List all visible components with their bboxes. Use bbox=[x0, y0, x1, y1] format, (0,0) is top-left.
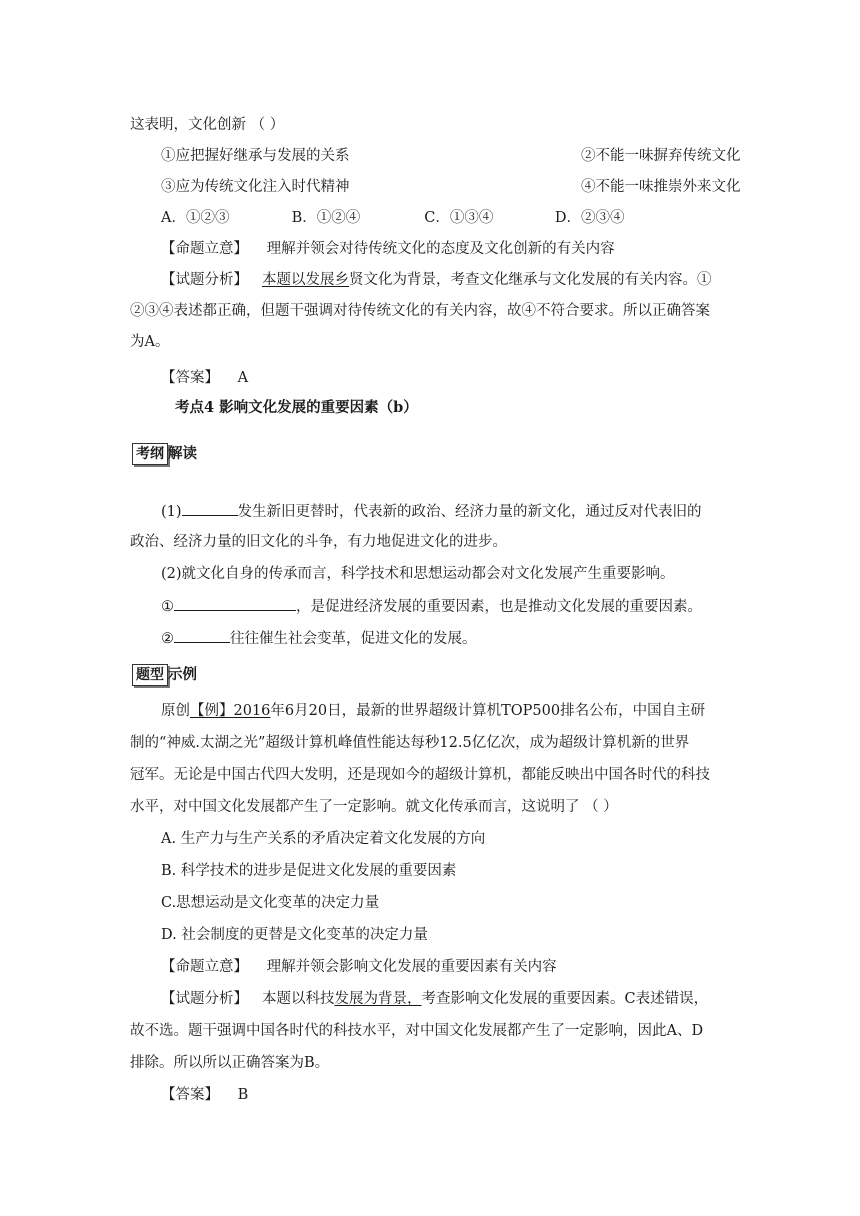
section-heading bbox=[175, 398, 418, 418]
example-heading-text: 示例 bbox=[168, 667, 197, 683]
analysis-line-2 bbox=[130, 301, 710, 321]
example-line-1 bbox=[161, 701, 705, 721]
analysis-text: 考查影响文化发展的重要因素。C表述错误， bbox=[421, 991, 709, 1007]
outline-heading-text: 解读 bbox=[168, 446, 197, 462]
analysis-underlined: 发展为背景， bbox=[334, 991, 422, 1007]
example-text: 制的“神威.太湖之光”超级计算机峰值性能达每秒12.5亿亿次，成为超级计算机新的世界 bbox=[130, 735, 690, 751]
example-text: 年6月20日，最新的世界超级计算机TOP500排名公布，中国自主研 bbox=[270, 703, 706, 719]
outline-p4 bbox=[161, 628, 477, 649]
analysis-text: 本题以科技 bbox=[262, 991, 335, 1007]
answer-tag: 【答案】 bbox=[161, 370, 219, 386]
section-heading-text: 考点4 影响文化发展的重要因素（b） bbox=[175, 399, 418, 416]
statement-row-1 bbox=[161, 146, 741, 166]
option-row bbox=[161, 208, 673, 228]
analysis-text: 贤文化为背景，考查文化继承与文化发展的有关内容。① bbox=[349, 272, 712, 288]
example-option-a bbox=[161, 829, 485, 849]
option-c: C．①③④ bbox=[424, 210, 494, 226]
answer-line bbox=[161, 368, 248, 388]
outline-p2-text: (2)就文化自身的传承而言，科学技术和思想运动都会对文化发展产生重要影响。 bbox=[161, 566, 675, 582]
statement-4: ④不能一味推崇外来文化 bbox=[581, 179, 741, 195]
statement-1: ①应把握好继承与发展的关系 bbox=[161, 148, 350, 164]
analysis-text: ②③④表述都正确，但题干强调对待传统文化的有关内容，故④不符合要求。所以正确答案 bbox=[130, 303, 710, 319]
outline-p1-text: 发生新旧更替时，代表新的政治、经济力量的新文化，通过反对代表旧的 bbox=[237, 504, 702, 520]
outline-p1-text: 政治、经济力量的旧文化的斗争，有力地促进文化的进步。 bbox=[130, 534, 507, 550]
option-a: A. 生产力与生产关系的矛盾决定着文化发展的方向 bbox=[161, 831, 486, 847]
option-b: B．①②④ bbox=[291, 210, 361, 226]
analysis-tag: 【试题分析】 bbox=[161, 272, 248, 288]
analysis-text: 排除。所以所以正确答案为B。 bbox=[130, 1055, 330, 1071]
intent-line bbox=[161, 239, 615, 259]
example-option-b bbox=[161, 861, 456, 881]
example-box-label: 题型 bbox=[132, 664, 168, 686]
outline-heading bbox=[132, 443, 197, 465]
example-line-2 bbox=[130, 733, 689, 753]
intent-tag: 【命题立意】 bbox=[161, 959, 248, 975]
example-analysis-line-3 bbox=[130, 1053, 329, 1073]
statement-2: ②不能一味摒弃传统文化 bbox=[581, 148, 741, 164]
answer-tag: 【答案】 bbox=[161, 1087, 219, 1103]
example-year: 2016 bbox=[233, 703, 271, 719]
analysis-text: 为A。 bbox=[130, 334, 170, 350]
option-a: A．①②③ bbox=[161, 210, 230, 226]
intent-text: 理解并领会对待传统文化的态度及文化创新的有关内容 bbox=[266, 241, 615, 257]
statement-row-2 bbox=[161, 177, 741, 197]
example-option-d bbox=[161, 925, 428, 945]
intent-text: 理解并领会影响文化发展的重要因素有关内容 bbox=[266, 959, 557, 975]
analysis-text: 故不选。题干强调中国各时代的科技水平，对中国文化发展都产生了一定影响，因此A、D bbox=[130, 1023, 704, 1039]
answer-value: B bbox=[237, 1087, 249, 1103]
outline-p1-line-1 bbox=[161, 501, 702, 522]
outline-p3 bbox=[161, 596, 702, 617]
analysis-tag: 【试题分析】 bbox=[161, 991, 248, 1007]
example-answer-line bbox=[161, 1085, 248, 1105]
stem-text: 这表明，文化创新 （ ） bbox=[130, 117, 285, 133]
example-line-3 bbox=[130, 765, 710, 785]
option-b: B. 科学技术的进步是促进文化发展的重要因素 bbox=[161, 863, 457, 879]
example-text: 水平，对中国文化发展都产生了一定影响。就文化传承而言，这说明了 （ ） bbox=[130, 799, 618, 815]
question-stem bbox=[130, 115, 284, 135]
example-prefix: 原创 bbox=[161, 703, 190, 719]
option-c: C.思想运动是文化变革的决定力量 bbox=[161, 895, 380, 911]
outline-p2 bbox=[161, 564, 675, 584]
outline-p1-prefix: (1) bbox=[161, 504, 182, 520]
analysis-line-1 bbox=[161, 270, 712, 290]
example-heading bbox=[132, 664, 197, 686]
example-tag: 【例】 bbox=[190, 703, 234, 719]
fill-blank-3[interactable] bbox=[174, 628, 230, 643]
example-analysis-line-1 bbox=[161, 989, 708, 1009]
analysis-underlined: 本题以发展乡 bbox=[262, 272, 349, 288]
answer-value: A bbox=[237, 370, 249, 386]
outline-p3-prefix: ① bbox=[161, 599, 174, 615]
statement-3: ③应为传统文化注入时代精神 bbox=[161, 179, 350, 195]
outline-box-label: 考纲 bbox=[132, 443, 168, 465]
intent-tag: 【命题立意】 bbox=[161, 241, 248, 257]
example-option-c bbox=[161, 893, 379, 913]
example-analysis-line-2 bbox=[130, 1021, 703, 1041]
analysis-line-3 bbox=[130, 332, 169, 352]
example-text: 冠军。无论是中国古代四大发明，还是现如今的超级计算机，都能反映出中国各时代的科技 bbox=[130, 767, 710, 783]
option-d: D．②③④ bbox=[554, 210, 625, 226]
option-d: D. 社会制度的更替是文化变革的决定力量 bbox=[161, 927, 428, 943]
fill-blank-2[interactable] bbox=[174, 596, 296, 611]
outline-p3-text: ，是促进经济发展的重要因素，也是推动文化发展的重要因素。 bbox=[296, 599, 702, 615]
example-line-4 bbox=[130, 797, 618, 817]
outline-p4-text: 往往催生社会变革，促进文化的发展。 bbox=[230, 631, 477, 647]
example-intent-line bbox=[161, 957, 557, 977]
fill-blank-1[interactable] bbox=[182, 501, 238, 516]
outline-p4-prefix: ② bbox=[161, 631, 174, 647]
outline-p1-line-2 bbox=[130, 532, 507, 552]
